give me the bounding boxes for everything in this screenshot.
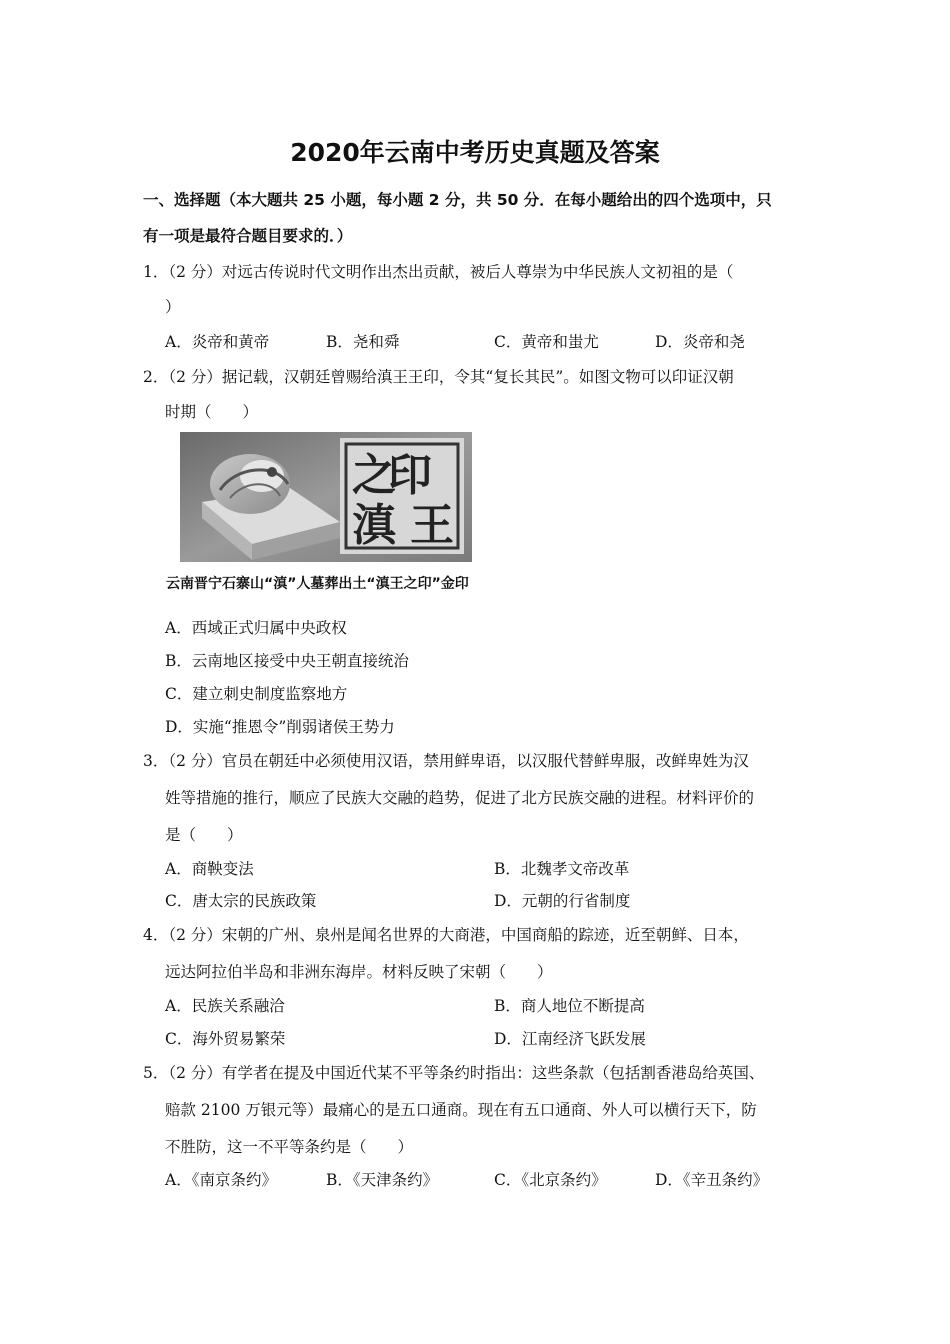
question-text-line: 远达阿拉伯半岛和非洲东海岸。材料反映了宋朝（ ）: [165, 963, 553, 981]
option-b[interactable]: B．北魏孝文帝改革: [494, 860, 630, 878]
question-text-line: ）: [165, 298, 181, 316]
option-a[interactable]: A．民族关系融洽: [165, 997, 285, 1015]
question-text-line: 赔款 2100 万银元等）最痛心的是五口通商。现在有五口通商、外人可以横行天下，防: [165, 1101, 757, 1119]
option-a[interactable]: A．炎帝和黄帝: [165, 333, 270, 351]
option-c[interactable]: C．《北京条约》: [494, 1171, 607, 1189]
option-c[interactable]: C．海外贸易繁荣: [165, 1030, 286, 1048]
page-title: 2020年云南中考历史真题及答案: [290, 138, 660, 167]
option-d[interactable]: D．实施“推恩令”削弱诸侯王势力: [165, 718, 395, 736]
option-d[interactable]: D．《辛丑条约》: [655, 1171, 769, 1189]
option-b[interactable]: B．尧和舜: [326, 333, 400, 351]
section-heading-line2: 有一项是最符合题目要求的．）: [143, 227, 353, 245]
option-a[interactable]: A．西域正式归属中央政权: [165, 619, 347, 637]
gold-seal-photo: [180, 432, 472, 562]
option-b[interactable]: B．《天津条约》: [326, 1171, 439, 1189]
seal-char: 王: [410, 500, 454, 551]
option-c[interactable]: C．唐太宗的民族政策: [165, 892, 317, 910]
question-text-line: 3．（2 分）官员在朝廷中必须使用汉语，禁用鲜卑语，以汉服代替鲜卑服，改鲜卑姓为汉: [143, 752, 749, 770]
question-text-line: 时期（ ）: [165, 403, 259, 421]
question-text-line: 4．（2 分）宋朝的广州、泉州是闻名世界的大商港，中国商船的踪迹，近至朝鲜、日本，: [143, 926, 749, 944]
option-b[interactable]: B．云南地区接受中央王朝直接统治: [165, 652, 409, 670]
question-text-line: 姓等措施的推行，顺应了民族大交融的趋势，促进了北方民族交融的进程。材料评价的: [165, 789, 755, 807]
question-text-line: 5．（2 分）有学者在提及中国近代某不平等条约时指出：这些条款（包括割香港岛给英国、: [143, 1064, 765, 1082]
option-b[interactable]: B．商人地位不断提高: [494, 997, 645, 1015]
question-text-line: 2．（2 分）据记载，汉朝廷曾赐给滇王王印，令其“复长其民”。如图文物可以印证汉朝: [143, 368, 734, 386]
option-d[interactable]: D．元朝的行省制度: [494, 892, 631, 910]
option-a[interactable]: A．商鞅变法: [165, 860, 254, 878]
option-d[interactable]: D．江南经济飞跃发展: [494, 1030, 646, 1048]
seal-char: 印: [388, 450, 432, 501]
option-c[interactable]: C．建立刺史制度监察地方: [165, 685, 348, 703]
question-text-line: 1．（2 分）对远古传说时代文明作出杰出贡献，被后人尊崇为中华民族人文初祖的是（: [143, 263, 734, 281]
question-text-line: 是（ ）: [165, 826, 243, 844]
figure-caption: 云南晋宁石寨山“滇”人墓葬出土“滇王之印”金印: [166, 576, 469, 592]
question-text-line: 不胜防，这一不平等条约是（ ）: [165, 1138, 414, 1156]
option-d[interactable]: D．炎帝和尧: [655, 333, 745, 351]
option-a[interactable]: A．《南京条约》: [165, 1171, 277, 1189]
seal-char: 滇: [352, 500, 396, 551]
option-c[interactable]: C．黄帝和蚩尤: [494, 333, 599, 351]
section-heading-line1: 一、选择题（本大题共 25 小题，每小题 2 分，共 50 分．在每小题给出的四个选项中，只: [143, 191, 772, 209]
seal-char: 之: [352, 450, 396, 501]
